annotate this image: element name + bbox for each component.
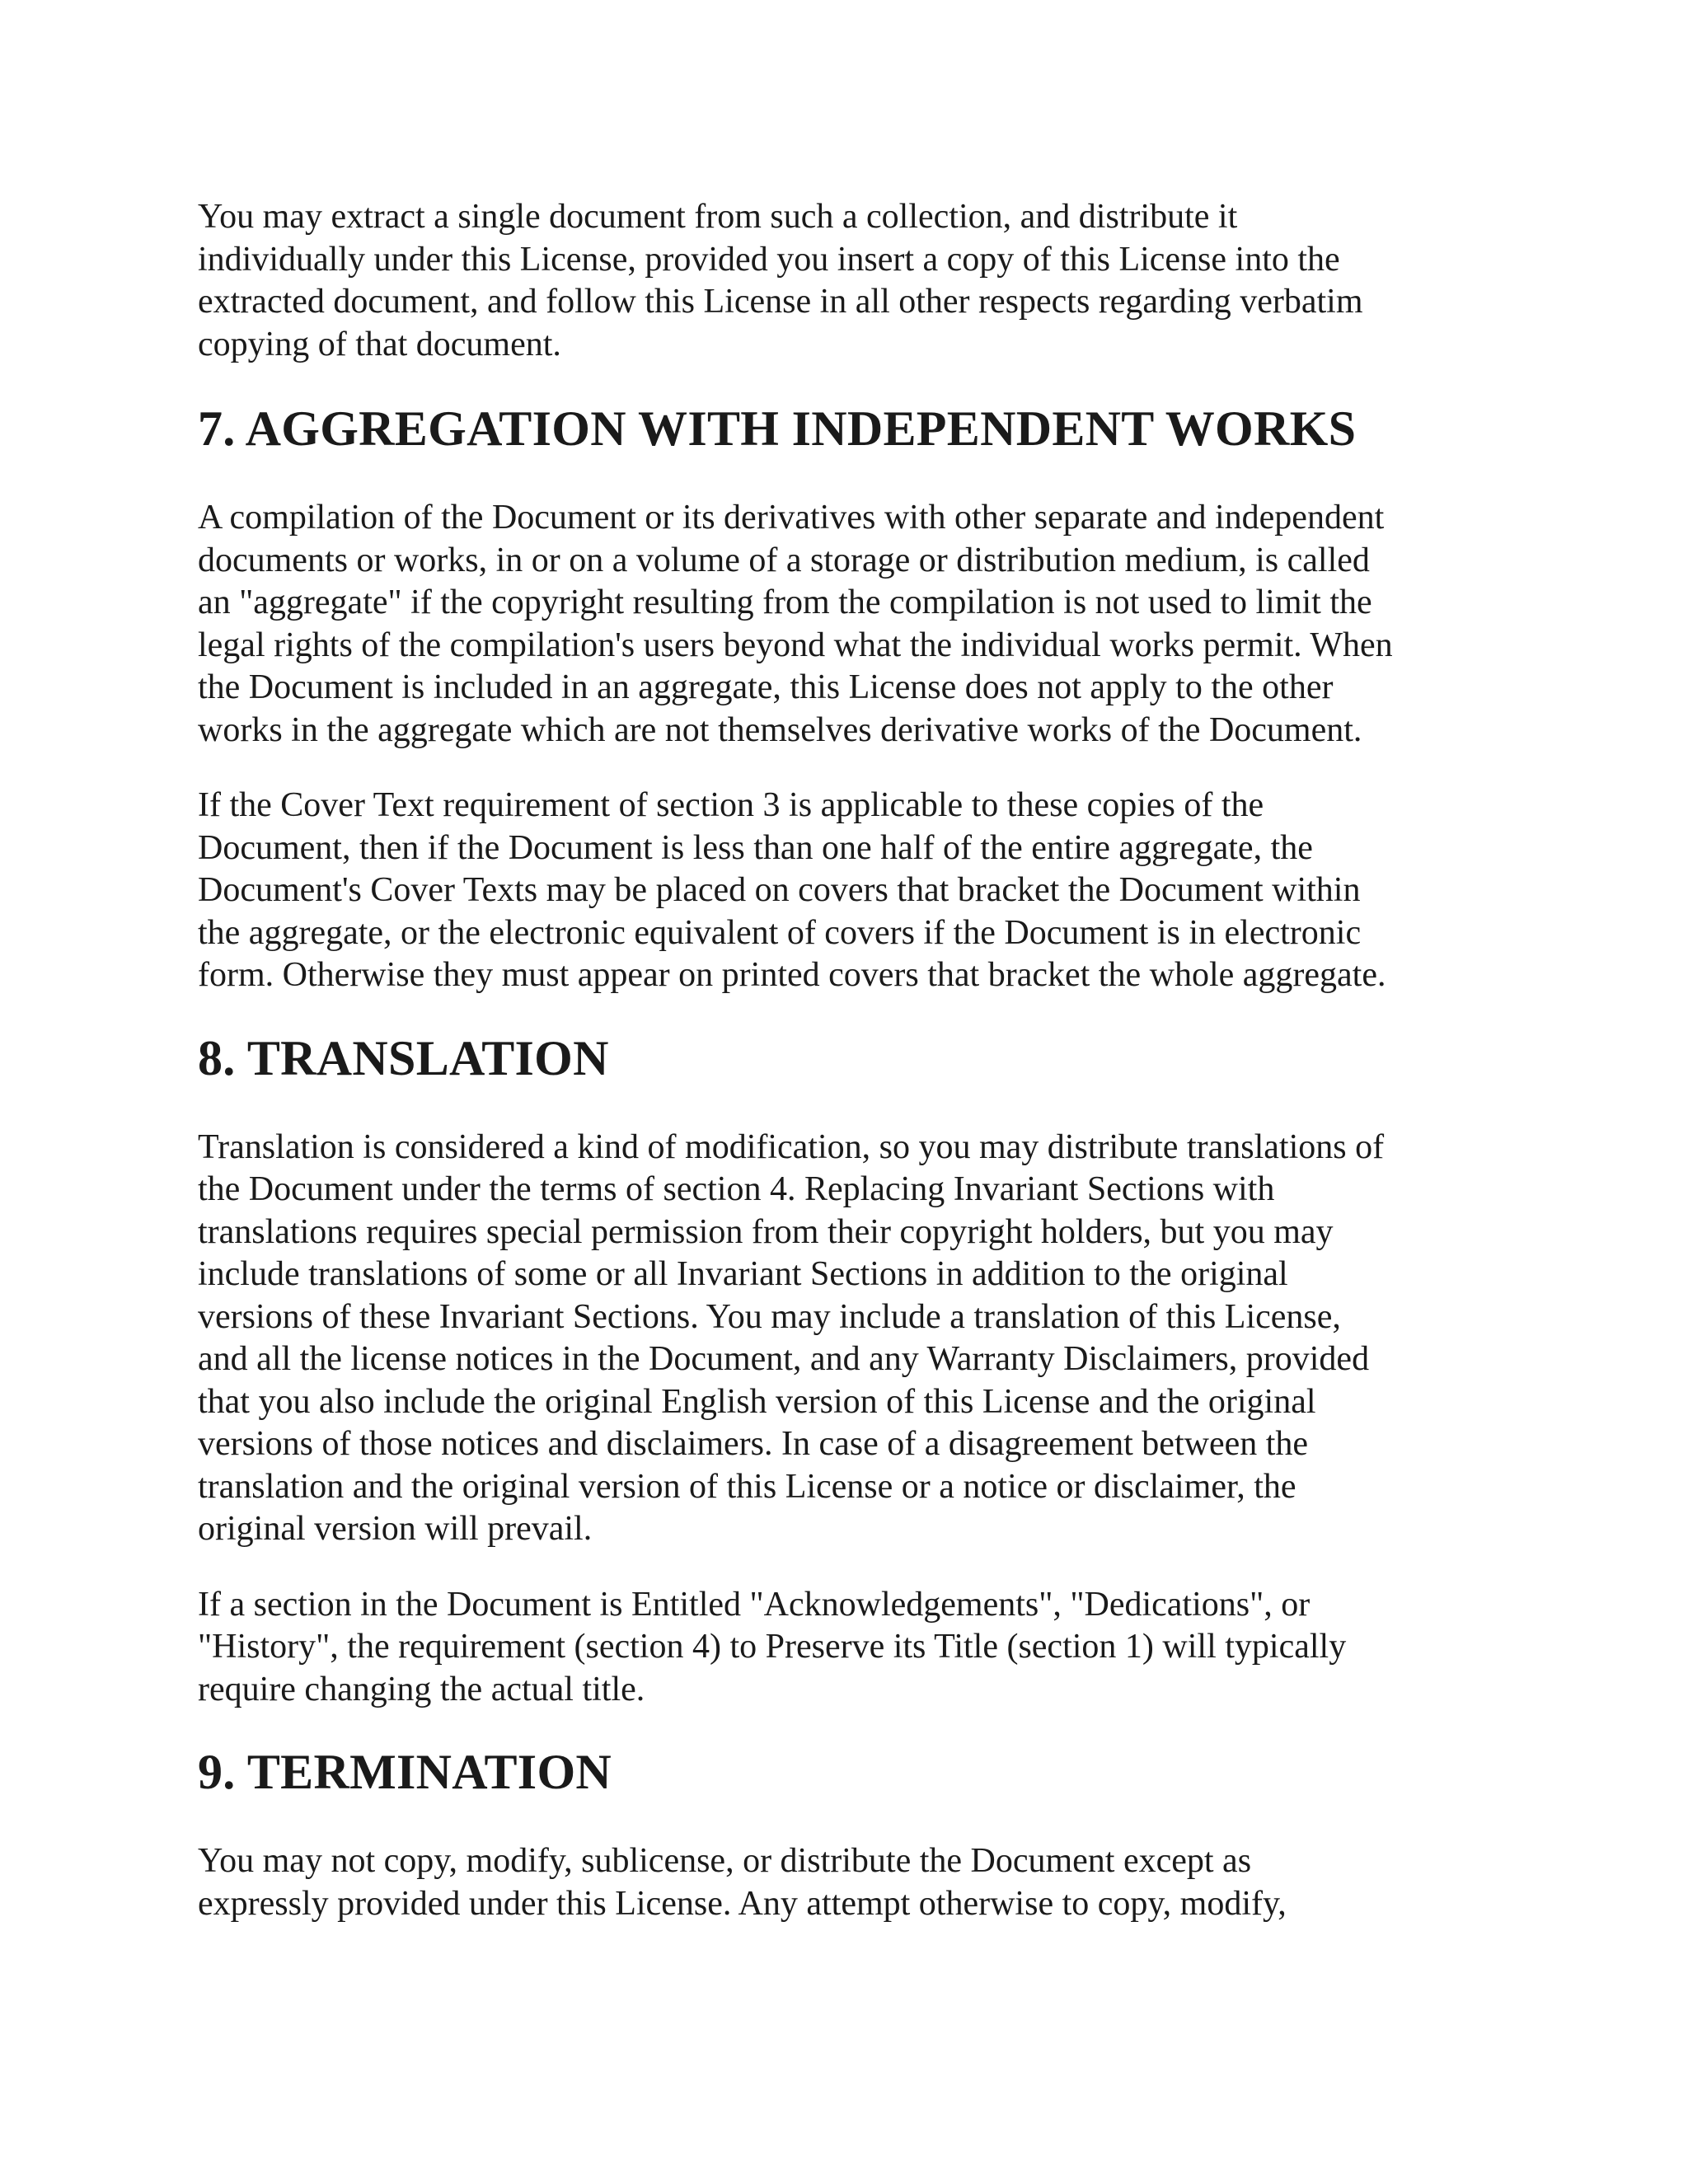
text-line: If the Cover Text requirement of section 3 is applicable to these copies of the: [198, 786, 1264, 824]
text-line: copying of that document.: [198, 325, 561, 363]
text-line: versions of these Invariant Sections. You may include a translation of this License,: [198, 1297, 1341, 1336]
text-line: that you also include the original English version of this License and the original: [198, 1382, 1316, 1421]
section-7-paragraph-1: [198, 497, 1517, 752]
page-content: [198, 196, 1517, 1925]
section-9-paragraph-1: [198, 1840, 1517, 1925]
text-line: "History", the requirement (section 4) to Preserve its Title (section 1) will typically: [198, 1628, 1347, 1666]
text-line: translation and the original version of this License or a notice or disclaimer, the: [198, 1467, 1296, 1506]
text-line: include translations of some or all Invariant Sections in addition to the original: [198, 1255, 1288, 1293]
section-8-paragraph-2: [198, 1584, 1517, 1712]
intro-paragraph: [198, 196, 1517, 366]
text-line: original version will prevail.: [198, 1510, 593, 1548]
section-9-heading: 9. TERMINATION: [198, 1745, 612, 1799]
text-line: the aggregate, or the electronic equivalent of covers if the Document is in electronic: [198, 913, 1362, 952]
text-line: Document's Cover Texts may be placed on covers that bracket the Document within: [198, 871, 1361, 909]
text-line: documents or works, in or on a volume of a storage or distribution medium, is called: [198, 541, 1370, 579]
section-7-paragraph-2: [198, 785, 1517, 997]
text-line: and all the license notices in the Document, and any Warranty Disclaimers, provided: [198, 1340, 1370, 1378]
text-line: Document, then if the Document is less than one half of the entire aggregate, the: [198, 828, 1313, 867]
text-line: If a section in the Document is Entitled "Acknowledgements", "Dedications", or: [198, 1585, 1311, 1624]
text-line: You may extract a single document from such a collection, and distribute it: [198, 198, 1238, 236]
text-line: form. Otherwise they must appear on printed covers that bracket the whole aggregate.: [198, 956, 1386, 994]
text-line: extracted document, and follow this License in all other respects regarding verbatim: [198, 283, 1363, 321]
section-7-heading: 7. AGGREGATION WITH INDEPENDENT WORKS: [198, 401, 1357, 456]
text-line: require changing the actual title.: [198, 1670, 645, 1708]
section-8-heading: 8. TRANSLATION: [198, 1030, 609, 1085]
text-line: an "aggregate" if the copyright resulting from the compilation is not used to limit the: [198, 583, 1372, 621]
text-line: individually under this License, provided you insert a copy of this License into the: [198, 240, 1340, 279]
text-line: translations requires special permission from their copyright holders, but you may: [198, 1212, 1334, 1251]
text-line: Translation is considered a kind of modification, so you may distribute translations of: [198, 1127, 1385, 1166]
text-line: A compilation of the Document or its derivatives with other separate and independent: [198, 499, 1385, 537]
text-line: the Document under the terms of section 4. Replacing Invariant Sections with: [198, 1170, 1275, 1208]
text-line: versions of those notices and disclaimers. In case of a disagreement between the: [198, 1425, 1309, 1463]
text-line: the Document is included in an aggregate, this License does not apply to the other: [198, 668, 1334, 706]
text-line: legal rights of the compilation's users beyond what the individual works permit. When: [198, 626, 1393, 664]
section-8-paragraph-1: [198, 1127, 1517, 1551]
text-line: works in the aggregate which are not themselves derivative works of the Document.: [198, 710, 1362, 749]
text-line: expressly provided under this License. Any attempt otherwise to copy, modify,: [198, 1884, 1287, 1923]
text-line: You may not copy, modify, sublicense, or distribute the Document except as: [198, 1842, 1252, 1880]
